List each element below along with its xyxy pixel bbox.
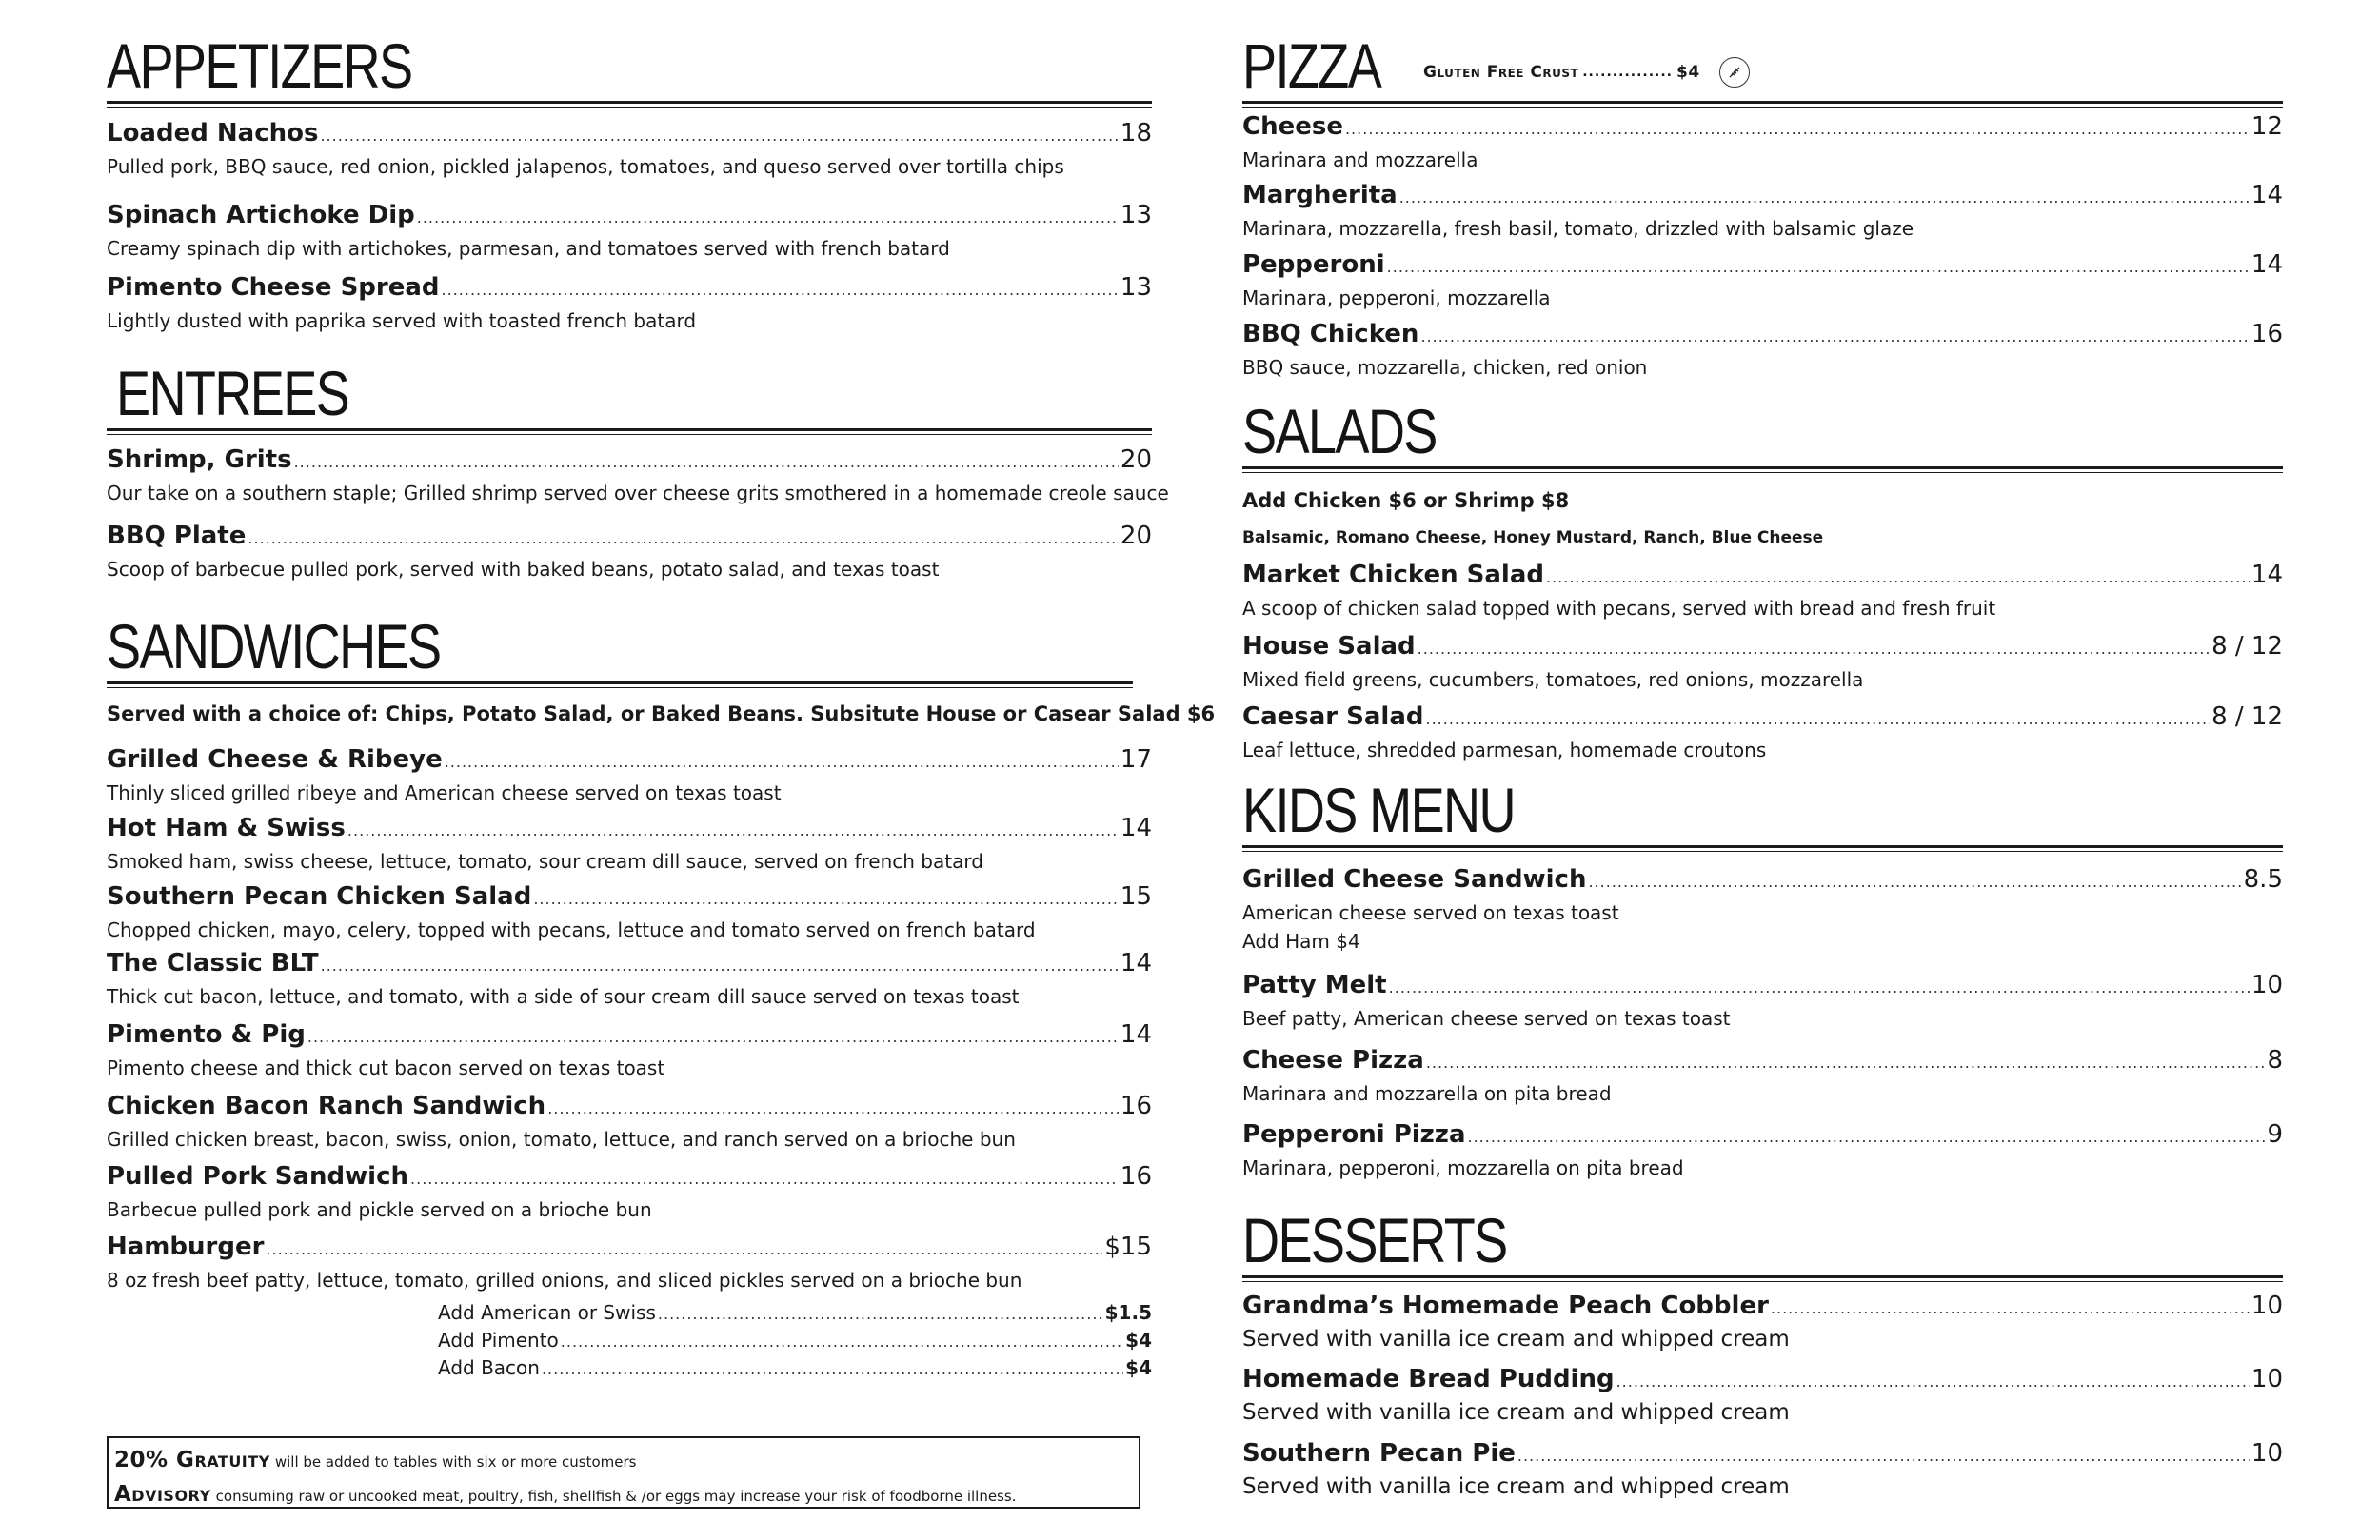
leader-dots [1387,252,2250,283]
gluten-free-icon [1719,57,1750,88]
addon-row [438,1329,1152,1356]
item-description: Served with vanilla ice cream and whipped cream [1242,1400,1790,1425]
item-name: Hamburger [107,1233,265,1261]
section-divider [1242,101,2283,108]
item-description: Lightly dusted with paprika served with toasted french batard [107,309,697,332]
item-description: Leaf lettuce, shredded parmesan, homemade croutons [1242,739,1767,761]
gratuity-notice [114,1444,1133,1478]
gluten-free-label: Gluten Free Crust [1423,63,1579,82]
item-name: Spinach Artichoke Dip [107,201,415,229]
item-name: Patty Melt [1242,971,1387,999]
item-price: 10 [2251,1365,2283,1393]
gluten-free-price: $4 [1676,63,1700,82]
kids-menu-section [1242,775,2283,852]
leader-dots [533,884,1119,915]
item-name: Margherita [1242,181,1398,209]
gluten-free-option [1423,57,1750,88]
item-name: Loaded Nachos [107,119,319,148]
leader-dots [561,1333,1123,1351]
menu-item [1242,1045,2283,1107]
leader-dots [417,203,1119,233]
menu-item [107,521,1152,582]
item-name: Cheese Pizza [1242,1046,1424,1075]
leader-dots [1588,867,2241,898]
addon-row [438,1356,1152,1384]
addon-price: $4 [1125,1356,1152,1379]
item-description: Scoop of barbecue pulled pork, served with baked beans, potato salad, and texas toast [107,558,940,581]
item-price: 12 [2251,112,2283,141]
kids-menu-title: KIDS MENU [1242,775,1515,845]
sandwich-addons [438,1301,1152,1384]
item-name: Shrimp, Grits [107,445,292,474]
addon-name: Add American or Swiss [438,1301,656,1324]
item-price: 16 [2251,320,2283,348]
item-description: Served with vanilla ice cream and whipped cream [1242,1474,1790,1499]
item-price: 20 [1120,445,1152,474]
notice-box [107,1436,1140,1509]
addon-name: Add Pimento [438,1329,559,1352]
menu-item [107,881,1152,943]
item-price: 14 [1120,949,1152,977]
menu-item [1242,1119,2283,1181]
item-description: Marinara, pepperoni, mozzarella [1242,286,1551,309]
item-name: Homemade Bread Pudding [1242,1365,1615,1393]
item-price: 18 [1120,119,1152,148]
menu-item [1242,560,2283,622]
leader-dots [1616,1367,2250,1397]
leader-dots [547,1094,1119,1124]
advisory-text: consuming raw or uncooked meat, poultry, fish, shellfish & /or eggs may increase your risk of foodborne illness. [215,1488,1017,1505]
item-price: 20 [1120,522,1152,550]
addon-row [438,1301,1152,1329]
item-description: Thick cut bacon, lettuce, and tomato, with a side of sour cream dill sauce served on texas toast [107,985,1020,1008]
item-price: 10 [2251,1292,2283,1320]
item-name: Cheese [1242,112,1343,141]
advisory-notice [114,1478,1133,1512]
item-description: Pimento cheese and thick cut bacon served on texas toast [107,1056,665,1079]
menu-item [107,813,1152,875]
item-price: 8 / 12 [2211,702,2283,731]
item-description: Beef patty, American cheese served on texas toast [1242,1007,1731,1030]
item-price: 14 [2251,181,2283,209]
menu-item [107,1091,1152,1153]
item-price: 14 [2251,250,2283,279]
item-extra: Add Ham $4 [1242,930,1360,953]
salads-title: SALADS [1242,396,1437,466]
item-name: BBQ Plate [107,522,247,550]
item-price: 16 [1120,1162,1152,1191]
leader-dots [347,816,1119,846]
menu-item [1242,1291,2283,1352]
item-price: 14 [1120,814,1152,842]
item-description: Creamy spinach dip with artichokes, parmesan, and tomatoes served with french batard [107,237,950,260]
addon-price: $1.5 [1104,1301,1152,1324]
item-name: Pepperoni [1242,250,1385,279]
item-description: American cheese served on texas toast [1242,901,1619,924]
menu-item [1242,1364,2283,1426]
item-name: Grilled Cheese Sandwich [1242,865,1587,894]
menu-item [1242,864,2283,955]
item-description: Our take on a southern staple; Grilled shrimp served over cheese grits smothered in a homemade creole sauce [107,482,1169,504]
section-divider [107,681,1133,688]
item-description: Pulled pork, BBQ sauce, red onion, pickled jalapenos, tomatoes, and queso served over tortilla chips [107,155,1064,178]
section-divider [1242,466,2283,473]
menu-item [1242,111,2283,173]
pizza-title: PIZZA [1242,30,1381,101]
section-divider [1242,1275,2283,1282]
item-price: 8.5 [2243,865,2283,894]
item-name: BBQ Chicken [1242,320,1419,348]
leader-dots [542,1360,1123,1378]
item-description: Smoked ham, swiss cheese, lettuce, tomato, sour cream dill sauce, served on french batard [107,850,983,873]
leader-dots [1467,1122,2265,1153]
item-description: Served with vanilla ice cream and whipped cream [1242,1327,1790,1352]
gratuity-key: 20% Gratuity [114,1448,270,1472]
item-name: Grandma’s Homemade Peach Cobbler [1242,1292,1769,1320]
menu-item [107,118,1152,180]
addon-price: $4 [1125,1329,1152,1352]
salads-section [1242,396,2283,473]
item-price: 13 [1120,273,1152,302]
entrees-title: ENTREES [116,358,349,428]
leader-dots [1517,1441,2250,1471]
pizza-section [1242,30,2283,108]
item-description: Barbecue pulled pork and pickle served on a brioche bun [107,1198,652,1221]
gratuity-text: will be added to tables with six or more customers [274,1453,637,1471]
leader-dots [1546,563,2250,593]
item-price: 10 [2251,1439,2283,1468]
advisory-key: Advisory [114,1482,211,1507]
item-name: Market Chicken Salad [1242,561,1544,589]
appetizers-title: APPETIZERS [107,30,412,101]
item-price: 17 [1120,745,1152,774]
menu-item [107,1232,1152,1293]
section-divider [1242,845,2283,852]
item-description: Marinara, pepperoni, mozzarella on pita bread [1242,1156,1684,1179]
item-description: BBQ sauce, mozzarella, chicken, red onion [1242,356,1648,379]
menu-item [1242,249,2283,311]
item-description: Mixed field greens, cucumbers, tomatoes, red onions, mozzarella [1242,668,1864,691]
menu-item [107,272,1152,334]
desserts-section [1242,1205,2283,1282]
sandwiches-section [107,611,1133,688]
menu-item [1242,970,2283,1032]
leader-dots [1418,634,2210,664]
item-price: 14 [2251,561,2283,589]
item-price: 10 [2251,971,2283,999]
item-name: Southern Pecan Chicken Salad [107,882,532,911]
section-divider [107,101,1152,108]
item-description: A scoop of chicken salad topped with pecans, served with bread and fresh fruit [1242,597,1996,620]
leader-dots [1389,973,2250,1003]
appetizers-section [107,30,1152,108]
menu-item [107,1161,1152,1223]
sandwiches-note: Served with a choice of: Chips, Potato Salad, or Baked Beans. Subsitute House or Casear Salad $6 [107,702,1216,725]
leader-dots [321,951,1119,981]
leader-dots [1345,114,2250,145]
menu-item [107,744,1152,806]
leader-dots [307,1022,1119,1053]
item-name: Pulled Pork Sandwich [107,1162,409,1191]
entrees-section [116,358,1152,435]
leader-dots: ............... [1582,65,1673,80]
leader-dots [294,447,1119,478]
item-description: Marinara, mozzarella, fresh basil, tomato, drizzled with balsamic glaze [1242,217,1914,240]
section-divider [107,428,1152,435]
menu-item [107,444,1169,506]
item-description: Marinara and mozzarella [1242,148,1478,171]
leader-dots [248,523,1119,554]
item-price: 8 [2267,1046,2283,1075]
item-price: 8 / 12 [2211,632,2283,661]
item-name: Grilled Cheese & Ribeye [107,745,443,774]
item-name: The Classic BLT [107,949,319,977]
item-name: Southern Pecan Pie [1242,1439,1516,1468]
leader-dots [1426,704,2211,735]
leader-dots [410,1164,1119,1194]
item-name: House Salad [1242,632,1416,661]
item-price: 9 [2267,1120,2283,1149]
leader-dots [445,747,1119,778]
sandwiches-title: SANDWICHES [107,611,441,681]
menu-item [1242,701,2283,763]
item-description: Thinly sliced grilled ribeye and American cheese served on texas toast [107,781,782,804]
item-description: Marinara and mozzarella on pita bread [1242,1082,1612,1105]
item-price: 15 [1120,882,1152,911]
item-price: 16 [1120,1092,1152,1120]
item-price: 14 [1120,1020,1152,1049]
leader-dots [658,1305,1103,1323]
menu-item [107,200,1152,262]
menu-item [1242,319,2283,381]
item-description: 8 oz fresh beef patty, lettuce, tomato, grilled onions, and sliced pickles served on a brioche bun [107,1269,1022,1292]
item-name: Chicken Bacon Ranch Sandwich [107,1092,546,1120]
menu-item [107,1019,1152,1081]
leader-dots [320,121,1118,151]
menu-item [1242,180,2283,242]
leader-dots [1420,322,2249,352]
item-name: Caesar Salad [1242,702,1424,731]
menu-item [1242,1438,2283,1500]
menu-item [107,948,1152,1010]
item-name: Hot Ham & Swiss [107,814,346,842]
item-description: Grilled chicken breast, bacon, swiss, onion, tomato, lettuce, and ranch served on a brioche bun [107,1128,1016,1151]
leader-dots [442,275,1119,306]
addon-name: Add Bacon [438,1356,540,1379]
leader-dots [1771,1293,2250,1324]
item-name: Pepperoni Pizza [1242,1120,1466,1149]
item-name: Pimento & Pig [107,1020,306,1049]
menu-item [1242,631,2283,693]
salad-dressings-list: Balsamic, Romano Cheese, Honey Mustard, Ranch, Blue Cheese [1242,528,1824,547]
item-name: Pimento Cheese Spread [107,273,440,302]
item-description: Chopped chicken, mayo, celery, topped with pecans, lettuce and tomato served on french batard [107,918,1036,941]
item-price: $15 [1104,1233,1152,1261]
item-price: 13 [1120,201,1152,229]
leader-dots [1426,1048,2266,1078]
leader-dots [266,1234,1102,1265]
desserts-title: DESSERTS [1242,1205,1507,1275]
salads-add-protein-note: Add Chicken $6 or Shrimp $8 [1242,489,1570,512]
leader-dots [1399,183,2250,213]
